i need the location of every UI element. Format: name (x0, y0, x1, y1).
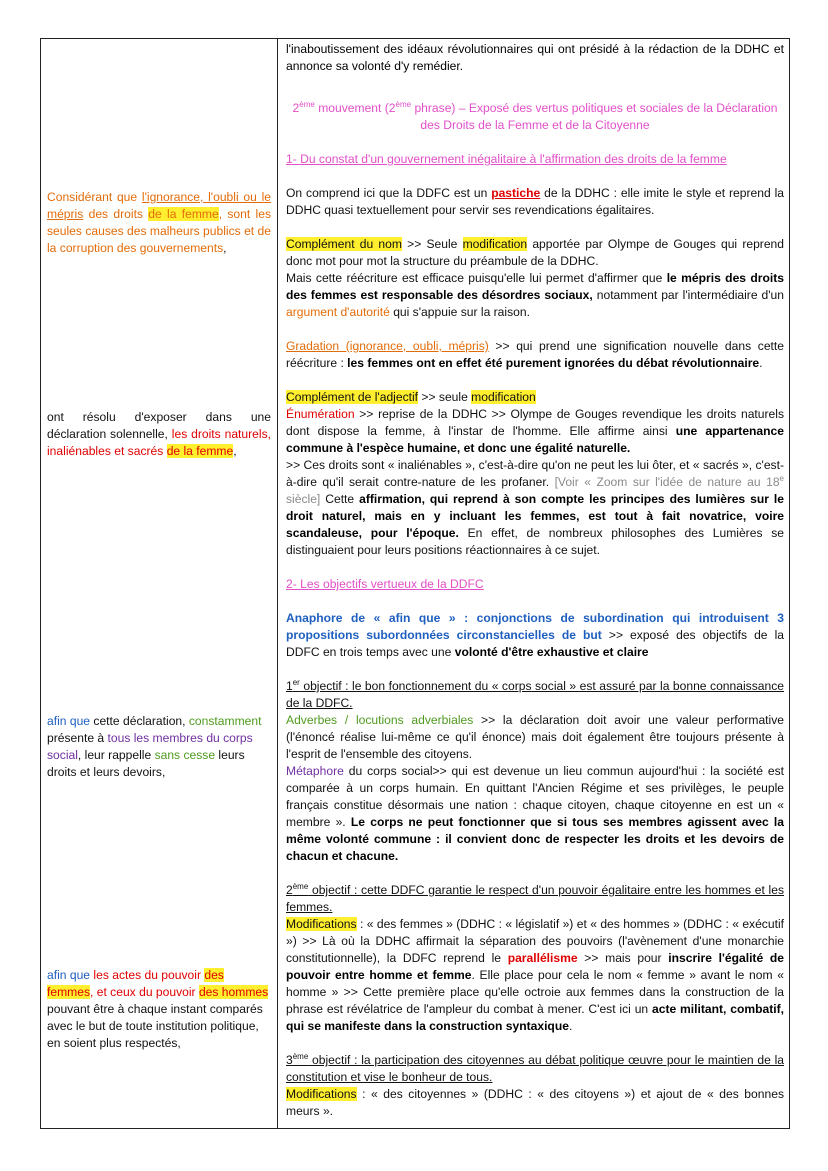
analysis-table (40, 38, 790, 1129)
quote-block-1: Considérant que l'ignorance, l'oubli ou le mépris des droits de la femme, sont les seules causes des malheurs publics et de la corruption des gouvernements, (47, 190, 272, 255)
objective-1-body: Adverbes / locutions adverbiales >> la déclaration doit avoir une valeur performative (l'énoncé réalise lui-même ce qu'il énonce) mais doit également être toujours présente à l'esprit de l'ensemble des citoyens. Métaphore du corps social>> qui est devenue un lieu commun aujourd'hui : la société est comparée à un corps humain. En quittant l'Ancien Régime et ses privilèges, le peuple français constitue désormais une nation : chaque citoyen, chaque citoyenne en est un « membre ». Le corps ne peut fonctionner que si tous ses membres agissent avec la même volonté commune : il convient donc de respecter les droits et les devoirs de chacun et chacune. (286, 713, 784, 863)
paragraph-complement-adjectif: Complément de l'adjectif >> seule modification Énumération >> reprise de la DDHC >> Olympe de Gouges revendique les droits naturels dont dispose la femme, à l'instar de l'homme. Elle affirme ainsi une appartenance commune à l'espèce humaine, et donc une égalité naturelle. >> Ces droits sont « inaliénables », c'est-à-dire qu'on ne peut les lui ôter, et « sacrés », c'est-à-dire qu'il serait contre-nature de les profaner. [Voir « Zoom sur l'idée de nature au 18e siècle] Cette affirmation, qui reprend à son compte les principes des lumières sur le droit naturel, mais en y incluant les femmes, est tout à fait novatrice, voire scandaleuse, pour l'époque. En effet, de nombreux philosophes des Lumières se distinguaient pour leurs positions réactionnaires à ce sujet. (286, 390, 784, 557)
quote-block-3: afin que cette déclaration, constamment présente à tous les membres du corps social, leur rappelle sans cesse leurs droits et leurs devoirs, (47, 714, 262, 779)
objective-2-body: Modifications : « des femmes » (DDHC : « législatif ») et « des hommes » (DDHC : « exécutif ») >> Là où la DDHC affirmait la séparation des pouvoirs (l'avènement d'une monarchie constitutionnelle), la DDFC reprend le parallélisme >> mais pour inscrire l'égalité de pouvoir entre homme et femme. Elle place pour cela le nom « femme » avant le nom « homme » >> Cette première place qu'elle octroie aux femmes dans la construction de la phrase est révélatrice de l'ampleur du combat à mener. C'est ici un acte militant, combatif, qui se manifeste dans la construction syntaxique. (286, 917, 785, 1033)
objective-1-title: 1er objectif : le bon fonctionnement du « corps social » est assuré par la bonne connaissance de la DDFC. (286, 677, 784, 710)
paragraph-complement-nom: Complément du nom >> Seule modification apportée par Olympe de Gouges qui reprend donc mot pour mot la structure du préambule de la DDHC. Mais cette réécriture est efficace puisqu'elle lui permet d'affirmer que le mépris des droits des femmes est responsable des désordres sociaux, notamment par l'intermédiaire d'un argument d'autorité qui s'appuie sur la raison. (286, 237, 785, 319)
commentary-column (286, 41, 784, 1120)
intro-paragraph: l'inaboutissement des idéaux révolutionnaires qui ont présidé à la rédaction de la DDHC et annonce sa volonté d'y remédier. (286, 42, 784, 73)
objective-2-title: 2ème objectif : cette DDFC garantie le respect d'un pouvoir égalitaire entre les hommes et les femmes. (286, 881, 784, 914)
paragraph-gradation: Gradation (ignorance, oubli, mépris) >> qui prend une signification nouvelle dans cette réécriture : les femmes ont en effet été purement ignorées du débat révolutionnaire. (286, 339, 784, 370)
objective-3-title: 3ème objectif : la participation des citoyennes au débat politique œuvre pour le maintien de la constitution et vise le bonheur de tous. (286, 1051, 784, 1084)
quote-block-4: afin que les actes du pouvoir des femmes, et ceux du pouvoir des hommes pouvant être à chaque instant comparés avec le but de toute institution politique, en soient plus respectés, (47, 968, 269, 1050)
movement-title: 2ème mouvement (2ème phrase) – Exposé des vertus politiques et sociales de la Déclaration des Droits de la Femme et de la Citoyenne (292, 99, 778, 132)
quote-block-2: ont résolu d'exposer dans une déclaration solennelle, les droits naturels, inaliénables et sacrés de la femme, (47, 410, 271, 458)
objective-3-body: Modifications : « des citoyennes » (DDHC : « des citoyens ») et ajout de « des bonnes meurs ». (286, 1087, 784, 1118)
section-title-2: 2- Les objectifs vertueux de la DDFC (286, 577, 484, 591)
paragraph-anaphore: Anaphore de « afin que » : conjonctions de subordination qui introduisent 3 propositions subordonnées circonstancielles de but >> exposé des objectifs de la DDFC en trois temps avec une volonté d'être exhaustive et claire (286, 611, 784, 659)
column-divider (277, 39, 278, 1128)
section-title-1: 1- Du constat d'un gouvernement inégalitaire à l'affirmation des droits de la femme (286, 152, 727, 166)
paragraph-pastiche: On comprend ici que la DDFC est un pastiche de la DDHC : elle imite le style et reprend la DDHC quasi textuellement pour servir ses revendications égalitaires. (286, 186, 784, 217)
